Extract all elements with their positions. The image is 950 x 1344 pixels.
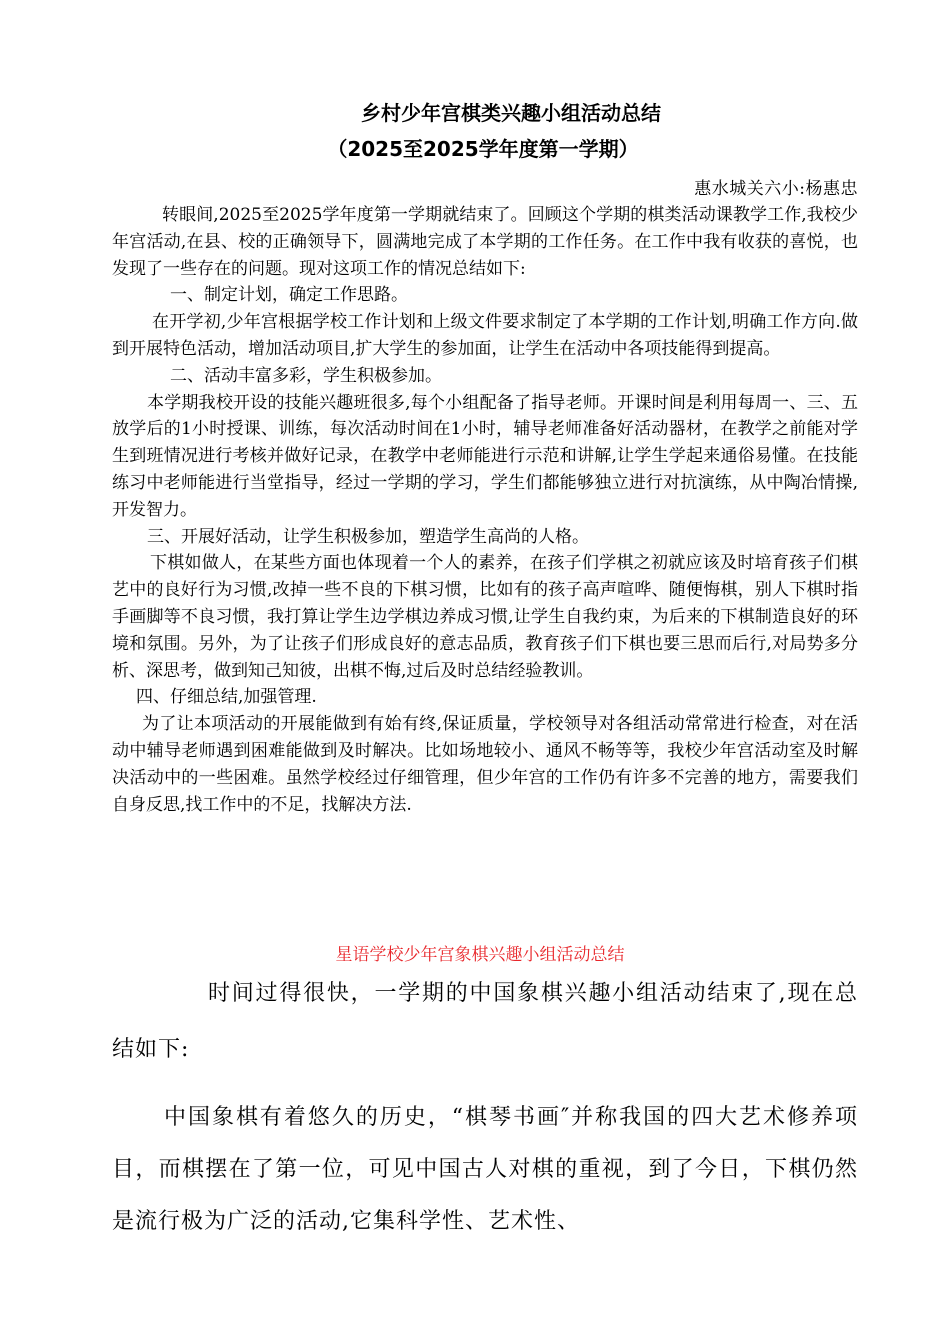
second-article-paragraph: 中国象棋有着悠久的历史，“棋琴书画″并称我国的四大艺术修养项目，而棋摆在了第一位，可见中国古人对棋的重视，到了今日，下棋仍然是流行极为广泛的活动,它集科学性、艺术性、 xyxy=(112,1105,858,1234)
second-article-body xyxy=(112,966,858,1248)
document-title: 乡村少年宫棋类兴趣小组活动总结 xyxy=(361,101,661,125)
section-paragraph-3: 下棋如做人，在某些方面也体现着一个人的素养，在孩子们学棋之初就应该及时培育孩子们棋艺中的良好行为习惯,改掉一些不良的下棋习惯，比如有的孩子高声喧哗、随便悔棋，别人下棋时指手画脚等不良习惯，我打算让学生边学棋边养成习惯,让学生自我约束，为后来的下棋制造良好的环境和氛围。另外，为了让孩子们形成良好的意志品质，教育孩子们下棋也要三思而后行,对局势多分析、深思考，做到知己知彼，出棋不悔,过后及时总结经验教训。 xyxy=(112,553,858,681)
section-paragraph-4: 为了让本项活动的开展能做到有始有终,保证质量，学校领导对各组活动常常进行检查，对在活动中辅导老师遇到困难能做到及时解决。比如场地较小、通风不畅等等，我校少年宫活动室及时解决活动中的一些困难。虽然学校经过仔细管理，但少年宫的工作仍有许多不完善的地方，需要我们自身反思,找工作中的不足，找解决方法. xyxy=(112,714,858,815)
section-heading-1: 一、制定计划，确定工作思路。 xyxy=(170,285,408,306)
section-heading-3: 三、开展好活动，让学生积极参加，塑造学生高尚的人格。 xyxy=(147,526,589,547)
document-subtitle: （2025至2025学年度第一学期） xyxy=(327,137,639,161)
section-heading-4: 四、仔细总结,加强管理. xyxy=(136,687,317,708)
summary-body xyxy=(112,202,858,818)
section-heading-2: 二、活动丰富多彩，学生积极参加。 xyxy=(170,365,442,386)
intro-paragraph: 转眼间,2025至2025学年度第一学期就结束了。回顾这个学期的棋类活动课教学工作,我校少年宫活动,在县、校的正确领导下，圆满地完成了本学期的工作任务。在工作中我有收获的喜悦，也发现了一些存在的问题。现对这项工作的情况总结如下: xyxy=(112,205,858,279)
second-article-paragraph: 时间过得很快，一学期的中国象棋兴趣小组活动结束了,现在总结如下: xyxy=(112,981,858,1062)
second-article-title: 星语学校少年宫象棋兴趣小组活动总结 xyxy=(335,945,625,965)
section-paragraph-1: 在开学初,少年宫根据学校工作计划和上级文件要求制定了本学期的工作计划,明确工作方向.做到开展特色活动，增加活动项目,扩大学生的参加面，让学生在活动中各项技能得到提高。 xyxy=(112,312,858,359)
section-paragraph-2: 本学期我校开设的技能兴趣班很多,每个小组配备了指导老师。开课时间是利用每周一、三、五放学后的1小时授课、训练，每次活动时间在1小时，辅导老师准备好活动器材，在教学之前能对学生到班情况进行考核并做好记录，在教学中老师能进行示范和讲解,让学生学起来通俗易懂。在技能练习中老师能进行当堂指导，经过一学期的学习，学生们都能够独立进行对抗演练，从中陶冶情操,开发智力。 xyxy=(112,392,858,520)
author-line: 惠水城关六小:杨惠忠 xyxy=(694,179,858,199)
